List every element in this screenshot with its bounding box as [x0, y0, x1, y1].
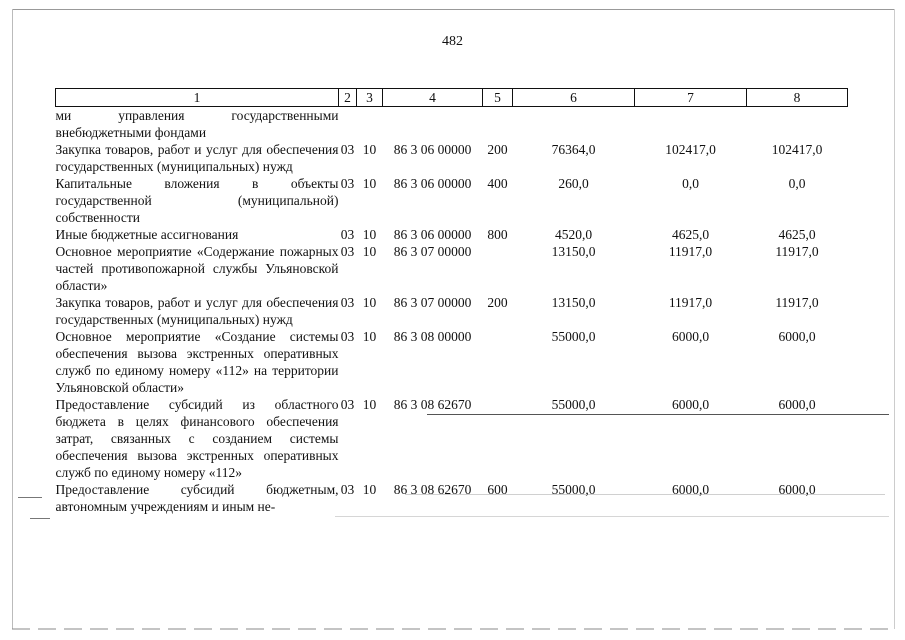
- row-amount-6: 55000,0: [551, 397, 596, 412]
- scan-border-left: [12, 9, 13, 629]
- row-subsection: 10: [362, 227, 377, 242]
- row-name: Закупка товаров, работ и услуг для обеспечения государственных (муниципальных) нужд: [55, 142, 339, 174]
- row-expense-type: [483, 107, 513, 142]
- row-amount-7: 6000,0: [671, 329, 710, 344]
- row-amount-8: 6000,0: [778, 482, 816, 497]
- scan-artifact-bottom-edge: [12, 628, 894, 630]
- scan-artifact-line: [427, 414, 889, 415]
- header-col-2: 2: [339, 89, 357, 107]
- row-target-code: 86 3 06 00000: [393, 176, 472, 191]
- scan-artifact-dash: [30, 518, 50, 519]
- row-target-code: [383, 107, 483, 142]
- row-expense-type: 400: [487, 176, 508, 191]
- row-section: 03: [340, 329, 355, 344]
- row-name: Основное мероприятие «Создание системы обеспечения вызова экстренных оперативных служб по единому номеру «112» на территории Ульяновской области»: [55, 329, 339, 395]
- row-section: 03: [340, 244, 355, 259]
- row-subsection: 10: [362, 329, 377, 344]
- row-amount-6: 260,0: [558, 176, 589, 191]
- row-name: Предоставление субсидий из областного бюджета в целях финансового обеспечения затрат, связанных с созданием системы обеспечения вызова экстренных оперативных служб по единому номеру «112»: [55, 397, 339, 480]
- header-col-1: 1: [56, 89, 339, 107]
- row-section: 03: [340, 227, 355, 242]
- row-amount-8: 11917,0: [775, 244, 819, 259]
- row-name: Закупка товаров, работ и услуг для обеспечения государственных (муниципальных) нужд: [55, 295, 339, 327]
- row-target-code: 86 3 08 62670: [393, 397, 472, 412]
- table-row: [56, 226, 848, 243]
- scan-border-right: [894, 9, 895, 629]
- row-expense-type: 800: [487, 227, 508, 242]
- row-amount-7: 4625,0: [671, 227, 710, 242]
- row-amount-8: 11917,0: [775, 295, 819, 310]
- header-col-4: 4: [383, 89, 483, 107]
- row-expense-type: [483, 243, 513, 294]
- header-col-7: 7: [635, 89, 747, 107]
- row-name: Иные бюджетные ассигнования: [55, 227, 239, 242]
- row-amount-7: 11917,0: [668, 244, 713, 259]
- scan-artifact-dash: [405, 494, 885, 495]
- row-amount-8: 6000,0: [778, 329, 816, 344]
- row-amount-6: 13150,0: [551, 244, 596, 259]
- row-amount-6: 55000,0: [551, 329, 596, 344]
- row-amount-6: 76364,0: [551, 142, 596, 157]
- row-amount-8: [747, 107, 848, 142]
- table-header-row: [56, 89, 848, 107]
- table-row: [56, 328, 848, 396]
- row-section: [339, 107, 357, 142]
- row-target-code: 86 3 06 00000: [393, 142, 472, 157]
- header-col-6: 6: [513, 89, 635, 107]
- table-row: [56, 175, 848, 226]
- row-amount-8: 102417,0: [771, 142, 823, 157]
- row-amount-7: 6000,0: [671, 397, 710, 412]
- row-expense-type: 200: [487, 142, 508, 157]
- header-col-5: 5: [483, 89, 513, 107]
- row-amount-7: 0,0: [682, 176, 699, 191]
- row-subsection: 10: [362, 295, 377, 310]
- row-amount-8: 0,0: [788, 176, 806, 191]
- row-expense-type: [483, 328, 513, 396]
- row-subsection: 10: [362, 482, 377, 497]
- row-amount-6: 55000,0: [551, 482, 596, 497]
- row-section: 03: [340, 295, 355, 310]
- page-number: 482: [442, 34, 463, 49]
- row-subsection: 10: [362, 397, 377, 412]
- row-expense-type: [483, 396, 513, 481]
- row-target-code: 86 3 07 00000: [393, 295, 472, 310]
- row-amount-6: 13150,0: [551, 295, 596, 310]
- scan-border-top: [12, 9, 894, 10]
- row-name: Основное мероприятие «Содержание пожарных частей противопожарной службы Ульяновской области»: [55, 244, 339, 293]
- row-subsection: 10: [362, 244, 377, 259]
- header-col-8: 8: [747, 89, 848, 107]
- table-row: [56, 107, 848, 142]
- row-target-code: 86 3 08 62670: [393, 482, 472, 497]
- row-section: 03: [340, 397, 355, 412]
- row-amount-7: 11917,0: [668, 295, 713, 310]
- row-amount-8: 6000,0: [778, 397, 816, 412]
- scan-artifact-dash: [18, 497, 42, 498]
- row-expense-type: 200: [487, 295, 508, 310]
- row-amount-8: 4625,0: [778, 227, 816, 242]
- table-row: [56, 481, 848, 515]
- row-section: 03: [340, 482, 355, 497]
- table-row: [56, 243, 848, 294]
- row-amount-7: [635, 107, 747, 142]
- row-subsection: 10: [362, 142, 377, 157]
- scan-artifact-dash: [335, 516, 889, 517]
- row-amount-6: [513, 107, 635, 142]
- table-row: [56, 294, 848, 328]
- header-col-3: 3: [357, 89, 383, 107]
- row-name: Капитальные вложения в объекты государственной (муниципальной) собственности: [55, 176, 339, 225]
- row-amount-6: 4520,0: [554, 227, 593, 242]
- row-subsection: [357, 107, 383, 142]
- budget-table: [55, 88, 848, 515]
- row-target-code: 86 3 08 00000: [393, 329, 472, 344]
- row-name: ми управления государственными внебюджетными фондами: [55, 108, 339, 140]
- row-amount-7: 6000,0: [671, 482, 710, 497]
- row-target-code: 86 3 06 00000: [393, 227, 472, 242]
- row-section: 03: [340, 176, 355, 191]
- row-target-code: 86 3 07 00000: [393, 244, 472, 259]
- row-amount-7: 102417,0: [665, 142, 716, 157]
- table-row: [56, 396, 848, 481]
- row-expense-type: 600: [487, 482, 508, 497]
- table-row: [56, 141, 848, 175]
- row-subsection: 10: [362, 176, 377, 191]
- row-name: Предоставление субсидий бюджетным, автономным учреждениям и иным не-: [55, 482, 339, 514]
- row-section: 03: [340, 142, 355, 157]
